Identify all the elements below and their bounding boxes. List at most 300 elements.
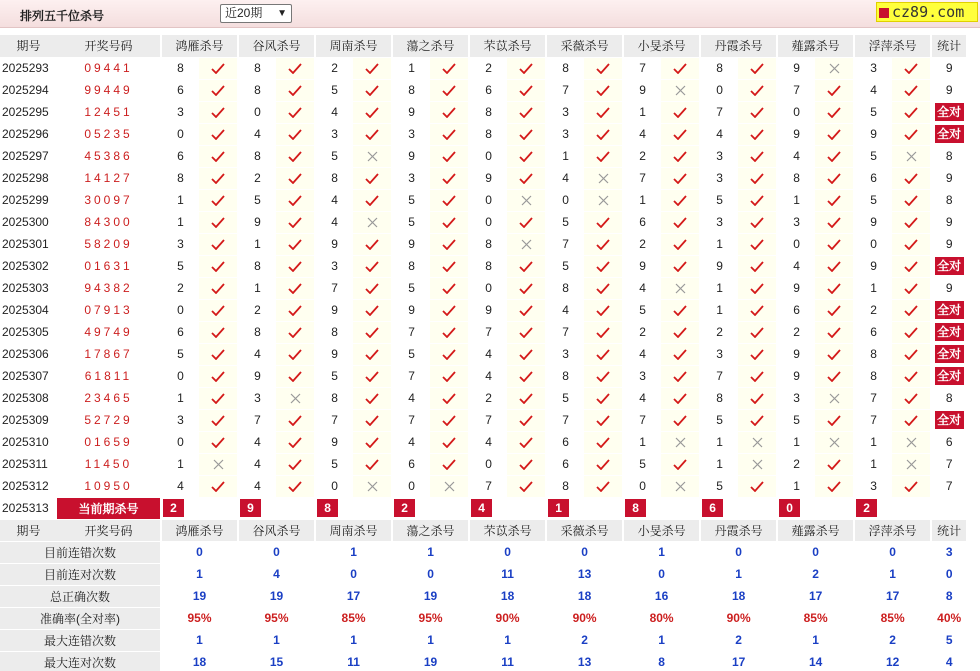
draw-code-cell: 45386	[57, 145, 160, 167]
check-icon	[442, 195, 456, 206]
kill-number-cell: 4	[162, 475, 199, 497]
hit-count: 9	[945, 281, 953, 295]
check-icon	[750, 481, 764, 492]
row-stat-cell	[932, 189, 966, 211]
check-icon	[596, 85, 610, 96]
check-icon	[288, 371, 302, 382]
kill-number-cell: 9	[624, 79, 661, 101]
summary-value: 19	[162, 585, 237, 607]
kill-number-cell: 4	[547, 167, 584, 189]
kill-number-cell: 8	[470, 123, 507, 145]
hit-mark-cell	[661, 123, 699, 145]
header-expert: 薤露杀号	[778, 519, 853, 541]
summary-value: 1	[239, 629, 314, 651]
check-icon	[442, 217, 456, 228]
hit-mark-cell	[584, 255, 622, 277]
summary-value: 18	[162, 651, 237, 671]
check-icon	[750, 393, 764, 404]
kill-number-cell: 5	[624, 453, 661, 475]
kill-number-cell: 9	[393, 101, 430, 123]
hit-mark-cell	[353, 255, 391, 277]
hit-mark-cell	[430, 321, 468, 343]
draw-code-cell: 58209	[57, 233, 160, 255]
check-icon	[827, 481, 841, 492]
check-icon	[211, 305, 225, 316]
summary-value: 1	[316, 541, 391, 563]
row-stat-cell	[932, 57, 966, 79]
hit-mark-cell	[507, 79, 545, 101]
hit-mark-cell	[430, 409, 468, 431]
check-icon	[596, 151, 610, 162]
kill-number-cell: 3	[239, 387, 276, 409]
check-icon	[211, 327, 225, 338]
current-kill-number: 0	[779, 499, 800, 517]
site-logo-text: cz89.com	[892, 3, 965, 21]
kill-number-cell: 1	[701, 453, 738, 475]
check-icon	[827, 217, 841, 228]
hit-mark-cell	[815, 277, 853, 299]
hit-count: 9	[945, 237, 953, 251]
kill-number-cell: 1	[701, 277, 738, 299]
check-icon	[442, 173, 456, 184]
kill-number-cell: 8	[547, 277, 584, 299]
hit-mark-cell	[661, 211, 699, 233]
cross-icon	[752, 437, 763, 448]
hit-mark-cell	[661, 387, 699, 409]
kill-number-cell: 6	[162, 145, 199, 167]
hit-mark-cell	[507, 387, 545, 409]
kill-number-cell: 0	[470, 145, 507, 167]
hit-mark-cell	[507, 123, 545, 145]
hit-mark-cell	[815, 145, 853, 167]
cross-icon	[598, 195, 609, 206]
kill-number-cell: 1	[162, 211, 199, 233]
check-icon	[750, 151, 764, 162]
summary-value: 13	[547, 563, 622, 585]
row-stat-cell	[932, 79, 966, 101]
kill-number-cell: 0	[547, 189, 584, 211]
check-icon	[519, 305, 533, 316]
kill-number-cell: 2	[778, 321, 815, 343]
header-expert: 蕩之杀号	[393, 35, 468, 57]
summary-value: 18	[547, 585, 622, 607]
check-icon	[442, 393, 456, 404]
header-expert: 谷风杀号	[239, 519, 314, 541]
row-stat-cell	[932, 211, 966, 233]
hit-count: 9	[945, 215, 953, 229]
hit-mark-cell	[276, 145, 314, 167]
hit-mark-cell	[353, 431, 391, 453]
row-stat-cell	[932, 343, 966, 365]
kill-number-cell: 4	[547, 299, 584, 321]
header-expert: 丹霞杀号	[701, 35, 776, 57]
header-row	[0, 519, 966, 541]
table-row	[0, 123, 966, 145]
check-icon	[365, 349, 379, 360]
hit-mark-cell	[892, 145, 930, 167]
kill-number-cell: 9	[239, 211, 276, 233]
kill-number-cell: 8	[470, 233, 507, 255]
hit-mark-cell	[584, 189, 622, 211]
hit-mark-cell	[738, 123, 776, 145]
check-icon	[904, 261, 918, 272]
kill-number-cell: 2	[239, 299, 276, 321]
hit-mark-cell	[661, 343, 699, 365]
kill-number-cell: 7	[855, 409, 892, 431]
check-icon	[673, 393, 687, 404]
hit-count: 8	[945, 149, 953, 163]
hit-mark-cell	[507, 101, 545, 123]
kill-number-cell: 5	[701, 475, 738, 497]
row-stat-cell	[932, 321, 966, 343]
check-icon	[519, 349, 533, 360]
kill-number-cell: 7	[547, 79, 584, 101]
check-icon	[211, 63, 225, 74]
check-icon	[211, 283, 225, 294]
kill-number-cell: 5	[393, 277, 430, 299]
summary-value: 95%	[239, 607, 314, 629]
kill-number-cell: 3	[162, 233, 199, 255]
kill-number-cell: 3	[701, 145, 738, 167]
check-icon	[750, 63, 764, 74]
header-code: 开奖号码	[57, 519, 160, 541]
check-icon	[211, 151, 225, 162]
kill-number-cell: 7	[624, 167, 661, 189]
summary-value: 1	[778, 629, 853, 651]
kill-number-cell: 7	[393, 365, 430, 387]
kill-number-cell: 3	[855, 475, 892, 497]
check-icon	[750, 283, 764, 294]
check-icon	[596, 283, 610, 294]
hit-mark-cell	[661, 365, 699, 387]
period-cell: 2025305	[0, 321, 57, 343]
kill-number-cell: 8	[239, 321, 276, 343]
kill-number-cell: 8	[547, 57, 584, 79]
cross-icon	[290, 393, 301, 404]
check-icon	[365, 415, 379, 426]
draw-code-cell: 49749	[57, 321, 160, 343]
check-icon	[288, 415, 302, 426]
kill-number-cell: 3	[778, 387, 815, 409]
kill-number-cell: 3	[778, 211, 815, 233]
hit-mark-cell	[353, 321, 391, 343]
table-row	[0, 299, 966, 321]
period-cell: 2025293	[0, 57, 57, 79]
kill-number-cell: 3	[162, 101, 199, 123]
kill-number-cell: 8	[547, 365, 584, 387]
kill-number-cell: 9	[855, 255, 892, 277]
hit-mark-cell	[507, 343, 545, 365]
check-icon	[365, 107, 379, 118]
check-icon	[596, 129, 610, 140]
check-icon	[904, 415, 918, 426]
check-icon	[904, 283, 918, 294]
header-stat: 统计	[932, 35, 966, 57]
kill-number-cell: 2	[239, 167, 276, 189]
cross-icon	[829, 63, 840, 74]
row-stat-cell	[932, 453, 966, 475]
check-icon	[596, 415, 610, 426]
cross-icon	[675, 481, 686, 492]
cross-icon	[521, 195, 532, 206]
check-icon	[288, 349, 302, 360]
period-cell: 2025295	[0, 101, 57, 123]
row-stat-cell	[932, 475, 966, 497]
check-icon	[211, 173, 225, 184]
hit-mark-cell	[276, 299, 314, 321]
check-icon	[827, 459, 841, 470]
hit-mark-cell	[584, 277, 622, 299]
hit-mark-cell	[892, 167, 930, 189]
kill-number-cell: 1	[855, 277, 892, 299]
period-range-select[interactable]	[220, 4, 292, 23]
check-icon	[827, 129, 841, 140]
check-icon	[519, 459, 533, 470]
kill-number-cell: 4	[393, 387, 430, 409]
summary-value: 0	[316, 563, 391, 585]
kill-number-cell: 8	[470, 101, 507, 123]
check-icon	[442, 107, 456, 118]
kill-number-cell: 0	[393, 475, 430, 497]
check-icon	[442, 415, 456, 426]
kill-number-cell: 8	[778, 167, 815, 189]
check-icon	[596, 327, 610, 338]
hit-mark-cell	[738, 299, 776, 321]
hit-mark-cell	[199, 365, 237, 387]
kill-number-cell: 6	[547, 453, 584, 475]
current-kill-label: 当前期杀号	[57, 497, 160, 519]
hit-mark-cell	[276, 409, 314, 431]
hit-count: 9	[945, 61, 953, 75]
header-expert: 采薇杀号	[547, 519, 622, 541]
check-icon	[904, 217, 918, 228]
summary-value: 16	[624, 585, 699, 607]
hit-mark-cell	[584, 123, 622, 145]
check-icon	[442, 327, 456, 338]
kill-number-cell: 9	[393, 233, 430, 255]
kill-number-cell: 3	[855, 57, 892, 79]
check-icon	[750, 261, 764, 272]
table-row	[0, 211, 966, 233]
kill-number-cell: 5	[239, 189, 276, 211]
kill-number-cell: 3	[547, 123, 584, 145]
header-expert: 小旻杀号	[624, 519, 699, 541]
table-row	[0, 167, 966, 189]
summary-value: 1	[855, 563, 930, 585]
kill-number-cell: 1	[701, 299, 738, 321]
summary-row	[0, 629, 966, 651]
kill-number-cell: 8	[393, 255, 430, 277]
period-cell: 2025312	[0, 475, 57, 497]
kill-number-cell: 4	[239, 123, 276, 145]
hit-mark-cell	[430, 299, 468, 321]
kill-number-cell: 5	[162, 343, 199, 365]
check-icon	[519, 481, 533, 492]
row-stat-cell	[932, 123, 966, 145]
site-logo[interactable]	[876, 2, 978, 22]
period-cell: 2025302	[0, 255, 57, 277]
summary-value: 2	[778, 563, 853, 585]
check-icon	[673, 305, 687, 316]
cross-icon	[829, 393, 840, 404]
cross-icon	[906, 437, 917, 448]
draw-code-cell: 61811	[57, 365, 160, 387]
kill-number-cell: 4	[624, 343, 661, 365]
all-right-badge: 全对	[935, 301, 964, 319]
summary-label: 目前连错次数	[0, 541, 160, 563]
kill-number-cell: 1	[547, 145, 584, 167]
hit-mark-cell	[430, 475, 468, 497]
table-row	[0, 79, 966, 101]
check-icon	[442, 371, 456, 382]
kill-number-cell: 5	[547, 255, 584, 277]
period-cell: 2025300	[0, 211, 57, 233]
check-icon	[288, 63, 302, 74]
period-cell: 2025307	[0, 365, 57, 387]
hit-mark-cell	[738, 233, 776, 255]
summary-value: 13	[547, 651, 622, 671]
page-title: 排列五千位杀号	[20, 9, 105, 23]
kill-number-cell: 9	[316, 431, 353, 453]
check-icon	[904, 349, 918, 360]
hit-mark-cell	[276, 79, 314, 101]
kill-number-cell: 4	[470, 343, 507, 365]
summary-value: 17	[701, 651, 776, 671]
kill-number-cell: 4	[778, 145, 815, 167]
hit-mark-cell	[661, 475, 699, 497]
summary-total: 5	[932, 629, 966, 651]
top-bar	[0, 0, 980, 28]
check-icon	[596, 437, 610, 448]
current-kill-cell	[316, 497, 391, 519]
kill-number-cell: 1	[624, 431, 661, 453]
kill-number-cell: 4	[239, 343, 276, 365]
hit-mark-cell	[353, 167, 391, 189]
row-stat-cell	[932, 277, 966, 299]
check-icon	[904, 239, 918, 250]
cross-icon	[444, 481, 455, 492]
cross-icon	[752, 459, 763, 470]
summary-total: 8	[932, 585, 966, 607]
check-icon	[365, 371, 379, 382]
check-icon	[365, 239, 379, 250]
all-right-badge: 全对	[935, 103, 964, 121]
period-cell: 2025308	[0, 387, 57, 409]
check-icon	[519, 85, 533, 96]
check-icon	[827, 371, 841, 382]
current-kill-cell	[470, 497, 545, 519]
kill-number-cell: 9	[316, 233, 353, 255]
summary-value: 90%	[701, 607, 776, 629]
header-expert: 鸿雁杀号	[162, 35, 237, 57]
hit-mark-cell	[892, 101, 930, 123]
hit-mark-cell	[276, 475, 314, 497]
row-stat-cell	[932, 365, 966, 387]
cross-icon	[906, 459, 917, 470]
kill-number-cell: 4	[316, 211, 353, 233]
table-row	[0, 233, 966, 255]
hit-mark-cell	[892, 409, 930, 431]
check-icon	[365, 437, 379, 448]
header-expert: 周南杀号	[316, 519, 391, 541]
all-right-badge: 全对	[935, 125, 964, 143]
check-icon	[673, 349, 687, 360]
hit-mark-cell	[430, 431, 468, 453]
hit-mark-cell	[353, 277, 391, 299]
hit-mark-cell	[892, 453, 930, 475]
table-row	[0, 343, 966, 365]
hit-mark-cell	[738, 321, 776, 343]
current-kill-number: 8	[625, 499, 646, 517]
hit-mark-cell	[815, 299, 853, 321]
summary-value: 11	[316, 651, 391, 671]
draw-code-cell: 01631	[57, 255, 160, 277]
check-icon	[365, 327, 379, 338]
draw-code-cell: 30097	[57, 189, 160, 211]
check-icon	[827, 327, 841, 338]
cross-icon	[829, 437, 840, 448]
check-icon	[442, 283, 456, 294]
kill-number-cell: 0	[239, 101, 276, 123]
summary-value: 95%	[162, 607, 237, 629]
hit-mark-cell	[738, 79, 776, 101]
hit-mark-cell	[199, 299, 237, 321]
summary-value: 0	[778, 541, 853, 563]
hit-mark-cell	[276, 365, 314, 387]
hit-count: 7	[945, 457, 953, 471]
period-cell: 2025303	[0, 277, 57, 299]
kill-number-cell: 8	[547, 475, 584, 497]
kill-number-cell: 9	[778, 123, 815, 145]
hit-mark-cell	[584, 453, 622, 475]
hit-mark-cell	[738, 167, 776, 189]
hit-mark-cell	[584, 211, 622, 233]
hit-mark-cell	[892, 57, 930, 79]
kill-number-cell: 0	[778, 233, 815, 255]
cross-icon	[521, 239, 532, 250]
kill-number-cell: 9	[470, 167, 507, 189]
summary-label: 准确率(全对率)	[0, 607, 160, 629]
hit-mark-cell	[430, 453, 468, 475]
check-icon	[750, 305, 764, 316]
hit-mark-cell	[507, 409, 545, 431]
summary-value: 17	[855, 585, 930, 607]
check-icon	[519, 283, 533, 294]
hit-mark-cell	[738, 365, 776, 387]
row-stat-cell	[932, 233, 966, 255]
draw-code-cell: 17867	[57, 343, 160, 365]
check-icon	[211, 415, 225, 426]
hit-mark-cell	[815, 365, 853, 387]
summary-value: 95%	[393, 607, 468, 629]
check-icon	[750, 85, 764, 96]
kill-number-cell: 0	[162, 299, 199, 321]
header-expert: 芣苡杀号	[470, 35, 545, 57]
kill-number-cell: 9	[778, 277, 815, 299]
hit-mark-cell	[584, 365, 622, 387]
current-kill-number: 2	[163, 499, 184, 517]
check-icon	[442, 437, 456, 448]
check-icon	[365, 459, 379, 470]
check-icon	[750, 195, 764, 206]
hit-count: 9	[945, 171, 953, 185]
draw-code-cell: 09441	[57, 57, 160, 79]
check-icon	[519, 107, 533, 118]
check-icon	[211, 349, 225, 360]
cross-icon	[367, 151, 378, 162]
kill-number-cell: 7	[470, 409, 507, 431]
hit-mark-cell	[353, 343, 391, 365]
